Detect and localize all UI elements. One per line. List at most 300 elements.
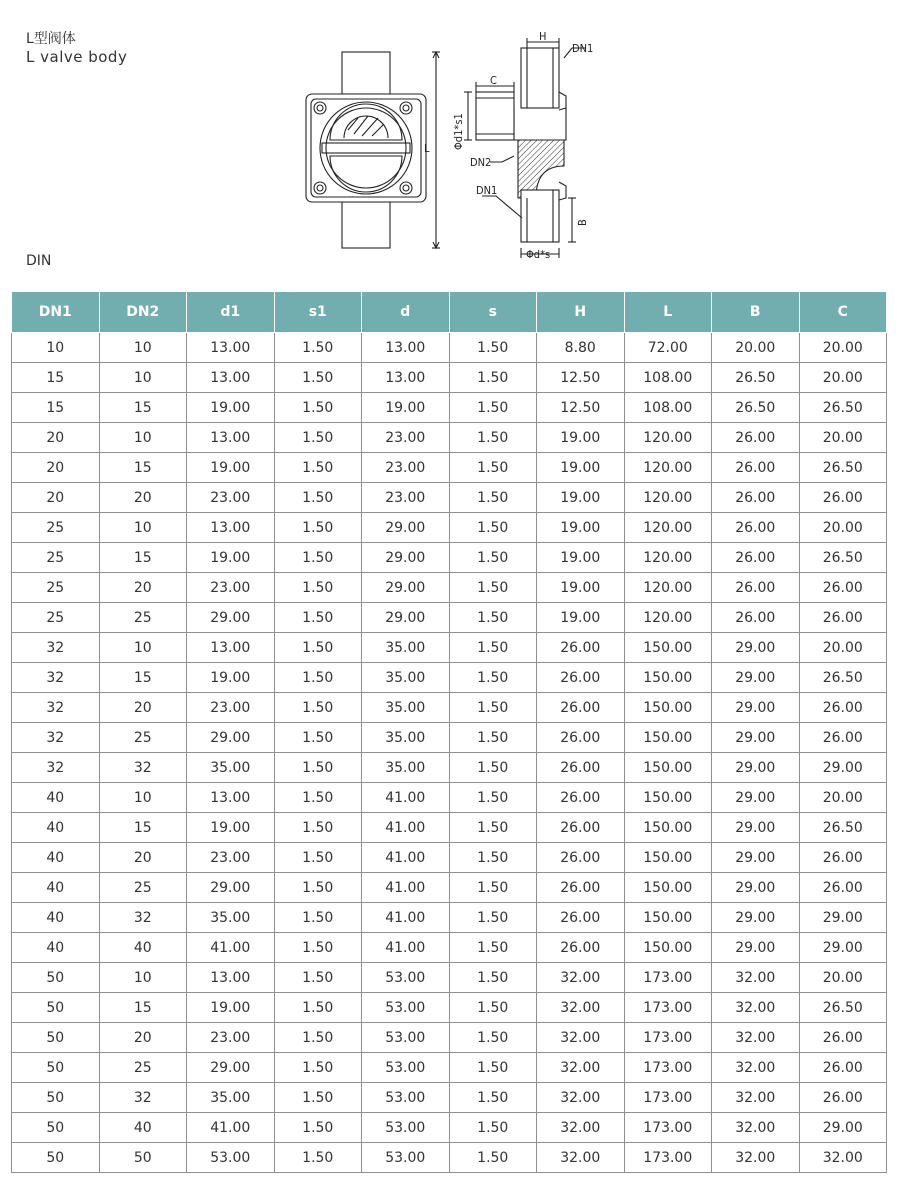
table-cell: 20 [12, 483, 100, 513]
table-cell: 20 [99, 573, 187, 603]
table-cell: 20 [12, 423, 100, 453]
table-cell: 19.00 [537, 543, 625, 573]
table-cell: 1.50 [274, 363, 362, 393]
table-cell: 29.00 [799, 753, 887, 783]
table-cell: 173.00 [624, 993, 712, 1023]
table-cell: 23.00 [187, 573, 275, 603]
table-cell: 1.50 [274, 783, 362, 813]
table-row [12, 903, 887, 933]
table-cell: 53.00 [362, 1023, 450, 1053]
table-cell: 29.00 [712, 933, 800, 963]
table-cell: 13.00 [187, 333, 275, 363]
table-cell: 1.50 [449, 1053, 537, 1083]
table-cell: 40 [99, 933, 187, 963]
table-row [12, 543, 887, 573]
label-DN1-top: DN1 [572, 42, 594, 55]
label-C: C [490, 74, 497, 87]
table-cell: 150.00 [624, 753, 712, 783]
table-cell: 15 [99, 453, 187, 483]
table-cell: 1.50 [449, 513, 537, 543]
table-cell: 35.00 [362, 753, 450, 783]
table-cell: 29.00 [362, 603, 450, 633]
table-cell: 120.00 [624, 543, 712, 573]
table-cell: 1.50 [449, 633, 537, 663]
valve-spec-table [11, 291, 887, 1173]
table-cell: 29.00 [712, 633, 800, 663]
table-cell: 53.00 [362, 1143, 450, 1173]
table-cell: 29.00 [187, 723, 275, 753]
table-cell: 1.50 [274, 813, 362, 843]
table-cell: 41.00 [362, 843, 450, 873]
table-cell: 26.00 [799, 693, 887, 723]
table-cell: 10 [12, 333, 100, 363]
table-cell: 10 [99, 423, 187, 453]
table-cell: 25 [99, 873, 187, 903]
table-cell: 23.00 [362, 423, 450, 453]
table-cell: 26.00 [537, 723, 625, 753]
table-cell: 50 [12, 1053, 100, 1083]
table-cell: 29.00 [187, 1053, 275, 1083]
table-cell: 29.00 [187, 603, 275, 633]
table-cell: 1.50 [449, 483, 537, 513]
table-row [12, 423, 887, 453]
table-cell: 23.00 [187, 483, 275, 513]
table-cell: 32.00 [712, 1023, 800, 1053]
table-cell: 19.00 [187, 993, 275, 1023]
table-cell: 29.00 [712, 843, 800, 873]
table-cell: 26.00 [799, 603, 887, 633]
table-cell: 1.50 [449, 843, 537, 873]
table-cell: 26.00 [799, 873, 887, 903]
table-cell: 1.50 [274, 1143, 362, 1173]
table-row [12, 843, 887, 873]
table-cell: 32 [99, 903, 187, 933]
table-cell: 29.00 [362, 543, 450, 573]
table-cell: 8.80 [537, 333, 625, 363]
table-cell: 19.00 [537, 513, 625, 543]
table-row [12, 783, 887, 813]
table-cell: 26.50 [799, 663, 887, 693]
table-cell: 26.00 [712, 453, 800, 483]
table-cell: 32 [12, 663, 100, 693]
table-cell: 26.50 [712, 393, 800, 423]
table-cell: 26.00 [799, 723, 887, 753]
table-cell: 35.00 [362, 693, 450, 723]
table-cell: 1.50 [274, 333, 362, 363]
table-cell: 25 [12, 513, 100, 543]
table-cell: 19.00 [537, 423, 625, 453]
table-cell: 26.50 [799, 993, 887, 1023]
table-cell: 53.00 [362, 1083, 450, 1113]
table-cell: 50 [12, 1113, 100, 1143]
table-cell: 120.00 [624, 513, 712, 543]
table-row [12, 1113, 887, 1143]
table-cell: 40 [12, 873, 100, 903]
table-row [12, 393, 887, 423]
table-cell: 29.00 [187, 873, 275, 903]
table-cell: 1.50 [274, 1113, 362, 1143]
table-cell: 23.00 [362, 453, 450, 483]
table-cell: 26.50 [799, 393, 887, 423]
table-cell: 10 [99, 633, 187, 663]
table-cell: 1.50 [274, 1053, 362, 1083]
table-cell: 20 [99, 483, 187, 513]
table-cell: 150.00 [624, 723, 712, 753]
table-cell: 1.50 [274, 423, 362, 453]
table-cell: 53.00 [187, 1143, 275, 1173]
table-cell: 26.00 [712, 543, 800, 573]
table-cell: 26.50 [799, 453, 887, 483]
table-cell: 35.00 [187, 753, 275, 783]
table-cell: 150.00 [624, 693, 712, 723]
table-cell: 120.00 [624, 573, 712, 603]
table-cell: 41.00 [362, 783, 450, 813]
label-H: H [539, 30, 547, 43]
table-cell: 26.00 [537, 843, 625, 873]
table-cell: 25 [12, 543, 100, 573]
title-english: L valve body [26, 48, 128, 66]
table-cell: 41.00 [362, 903, 450, 933]
table-cell: 1.50 [274, 1083, 362, 1113]
table-row [12, 753, 887, 783]
table-row [12, 663, 887, 693]
table-cell: 1.50 [449, 873, 537, 903]
table-cell: 26.00 [799, 483, 887, 513]
table-cell: 25 [12, 603, 100, 633]
table-cell: 10 [99, 963, 187, 993]
table-cell: 41.00 [187, 1113, 275, 1143]
table-header [12, 292, 887, 333]
table-cell: 10 [99, 333, 187, 363]
table-row [12, 873, 887, 903]
table-cell: 1.50 [449, 333, 537, 363]
table-cell: 32 [12, 753, 100, 783]
table-cell: 29.00 [712, 873, 800, 903]
table-cell: 1.50 [449, 753, 537, 783]
table-cell: 32.00 [712, 1083, 800, 1113]
table-cell: 20 [99, 843, 187, 873]
table-cell: 1.50 [274, 693, 362, 723]
table-cell: 1.50 [449, 993, 537, 1023]
table-cell: 1.50 [449, 1023, 537, 1053]
table-cell: 32 [12, 693, 100, 723]
table-cell: 1.50 [274, 663, 362, 693]
front-view [306, 52, 440, 248]
table-row [12, 603, 887, 633]
table-cell: 108.00 [624, 393, 712, 423]
table-cell: 150.00 [624, 813, 712, 843]
table-cell: 20.00 [712, 333, 800, 363]
table-cell: 10 [99, 363, 187, 393]
table-cell: 1.50 [449, 543, 537, 573]
table-cell: 40 [12, 933, 100, 963]
table-cell: 19.00 [537, 603, 625, 633]
table-cell: 150.00 [624, 633, 712, 663]
table-row [12, 723, 887, 753]
table-cell: 29.00 [712, 663, 800, 693]
table-cell: 25 [99, 603, 187, 633]
table-cell: 13.00 [187, 633, 275, 663]
table-cell: 1.50 [449, 573, 537, 603]
table-cell: 40 [99, 1113, 187, 1143]
table-row [12, 513, 887, 543]
table-cell: 40 [12, 813, 100, 843]
table-row [12, 1023, 887, 1053]
table-cell: 35.00 [362, 663, 450, 693]
table-cell: 19.00 [187, 663, 275, 693]
table-cell: 72.00 [624, 333, 712, 363]
table-cell: 50 [12, 1083, 100, 1113]
table-cell: 1.50 [274, 543, 362, 573]
table-header-row [12, 292, 887, 333]
table-cell: 50 [99, 1143, 187, 1173]
table-cell: 41.00 [187, 933, 275, 963]
table-cell: 20.00 [799, 633, 887, 663]
table-cell: 13.00 [362, 333, 450, 363]
table-cell: 13.00 [187, 963, 275, 993]
table-cell: 120.00 [624, 483, 712, 513]
table-cell: 53.00 [362, 1053, 450, 1083]
table-cell: 1.50 [274, 753, 362, 783]
table-row [12, 333, 887, 363]
table-cell: 173.00 [624, 1083, 712, 1113]
table-cell: 19.00 [187, 453, 275, 483]
table-cell: 32.00 [537, 1023, 625, 1053]
table-cell: 173.00 [624, 1113, 712, 1143]
table-cell: 20 [12, 453, 100, 483]
table-cell: 150.00 [624, 933, 712, 963]
table-cell: 23.00 [187, 693, 275, 723]
table-row [12, 693, 887, 723]
table-cell: 1.50 [449, 1083, 537, 1113]
table-cell: 20.00 [799, 423, 887, 453]
table-cell: 12.50 [537, 393, 625, 423]
table-cell: 13.00 [187, 513, 275, 543]
table-cell: 150.00 [624, 843, 712, 873]
table-cell: 150.00 [624, 903, 712, 933]
table-cell: 1.50 [274, 633, 362, 663]
table-cell: 29.00 [712, 903, 800, 933]
table-cell: 25 [99, 723, 187, 753]
table-cell: 35.00 [362, 723, 450, 753]
table-cell: 10 [99, 513, 187, 543]
table-cell: 120.00 [624, 603, 712, 633]
table-row [12, 1143, 887, 1173]
table-cell: 1.50 [449, 933, 537, 963]
table-cell: 20.00 [799, 513, 887, 543]
table-cell: 15 [99, 813, 187, 843]
table-cell: 32.00 [712, 1113, 800, 1143]
column-header: s [449, 292, 537, 333]
table-cell: 40 [12, 903, 100, 933]
table-cell: 1.50 [274, 1023, 362, 1053]
table-cell: 1.50 [449, 693, 537, 723]
table-cell: 26.00 [537, 933, 625, 963]
table-cell: 1.50 [449, 663, 537, 693]
table-cell: 29.00 [712, 723, 800, 753]
table-cell: 19.00 [537, 483, 625, 513]
table-cell: 150.00 [624, 783, 712, 813]
table-cell: 32.00 [712, 1143, 800, 1173]
column-header: s1 [274, 292, 362, 333]
table-cell: 173.00 [624, 1143, 712, 1173]
table-cell: 53.00 [362, 1113, 450, 1143]
table-cell: 173.00 [624, 1053, 712, 1083]
table-cell: 19.00 [187, 543, 275, 573]
table-cell: 19.00 [187, 813, 275, 843]
table-cell: 20.00 [799, 363, 887, 393]
table-row [12, 993, 887, 1023]
label-L: L [424, 142, 430, 155]
table-cell: 1.50 [274, 483, 362, 513]
table-cell: 26.00 [537, 903, 625, 933]
table-row [12, 363, 887, 393]
table-cell: 29.00 [712, 693, 800, 723]
label-DN1-bottom: DN1 [476, 184, 498, 197]
table-cell: 25 [99, 1053, 187, 1083]
table-cell: 50 [12, 963, 100, 993]
table-cell: 120.00 [624, 423, 712, 453]
table-cell: 29.00 [799, 933, 887, 963]
table-cell: 13.00 [187, 783, 275, 813]
column-header: L [624, 292, 712, 333]
table-row [12, 483, 887, 513]
table-cell: 32.00 [712, 993, 800, 1023]
table-cell: 1.50 [449, 453, 537, 483]
table-cell: 10 [99, 783, 187, 813]
table-cell: 26.00 [799, 573, 887, 603]
table-cell: 1.50 [274, 393, 362, 423]
table-cell: 1.50 [274, 723, 362, 753]
table-cell: 15 [12, 393, 100, 423]
table-cell: 32 [99, 1083, 187, 1113]
table-cell: 1.50 [274, 843, 362, 873]
table-cell: 15 [99, 543, 187, 573]
table-cell: 1.50 [274, 963, 362, 993]
table-cell: 26.00 [537, 813, 625, 843]
table-cell: 150.00 [624, 873, 712, 903]
table-cell: 50 [12, 993, 100, 1023]
table-cell: 120.00 [624, 453, 712, 483]
label-d1s1: Φd1*s1 [452, 113, 465, 150]
table-cell: 19.00 [187, 393, 275, 423]
label-ds: Φd*s [526, 248, 551, 261]
table-row [12, 933, 887, 963]
table-cell: 29.00 [799, 1113, 887, 1143]
table-cell: 35.00 [362, 633, 450, 663]
table-cell: 32.00 [537, 993, 625, 1023]
table-cell: 26.00 [537, 693, 625, 723]
table-cell: 20 [99, 693, 187, 723]
table-cell: 1.50 [449, 963, 537, 993]
table-cell: 29.00 [362, 513, 450, 543]
table-cell: 32.00 [712, 1053, 800, 1083]
table-cell: 26.00 [799, 1083, 887, 1113]
table-cell: 29.00 [712, 783, 800, 813]
table-cell: 1.50 [449, 393, 537, 423]
table-cell: 15 [99, 663, 187, 693]
table-cell: 20 [99, 1023, 187, 1053]
table-cell: 173.00 [624, 963, 712, 993]
table-cell: 19.00 [537, 573, 625, 603]
label-DN2: DN2 [470, 156, 492, 169]
table-cell: 32 [12, 633, 100, 663]
table-cell: 32.00 [537, 1113, 625, 1143]
table-cell: 15 [12, 363, 100, 393]
table-cell: 20.00 [799, 963, 887, 993]
table-cell: 26.00 [799, 843, 887, 873]
table-cell: 32.00 [799, 1143, 887, 1173]
table-cell: 32 [12, 723, 100, 753]
table-cell: 13.00 [362, 363, 450, 393]
table-cell: 173.00 [624, 1023, 712, 1053]
table-cell: 40 [12, 843, 100, 873]
table-cell: 26.00 [712, 573, 800, 603]
table-cell: 19.00 [362, 393, 450, 423]
table-cell: 29.00 [712, 753, 800, 783]
table-cell: 13.00 [187, 363, 275, 393]
table-row [12, 453, 887, 483]
table-cell: 1.50 [449, 603, 537, 633]
table-cell: 1.50 [274, 903, 362, 933]
title-chinese: L型阀体 [26, 31, 76, 47]
column-header: B [712, 292, 800, 333]
table-row [12, 573, 887, 603]
table-cell: 23.00 [187, 843, 275, 873]
column-header: DN2 [99, 292, 187, 333]
table-cell: 1.50 [449, 783, 537, 813]
title-block [26, 30, 127, 66]
table-cell: 35.00 [187, 903, 275, 933]
table-cell: 23.00 [187, 1023, 275, 1053]
table-cell: 29.00 [799, 903, 887, 933]
table-cell: 15 [99, 393, 187, 423]
table-cell: 1.50 [274, 933, 362, 963]
table-cell: 108.00 [624, 363, 712, 393]
table-cell: 25 [12, 573, 100, 603]
table-cell: 26.00 [799, 1053, 887, 1083]
table-cell: 26.00 [537, 783, 625, 813]
table-cell: 15 [99, 993, 187, 1023]
table-cell: 32.00 [537, 1053, 625, 1083]
table-row [12, 1083, 887, 1113]
table-cell: 20.00 [799, 333, 887, 363]
column-header: d1 [187, 292, 275, 333]
table-cell: 26.00 [712, 423, 800, 453]
table-cell: 1.50 [274, 513, 362, 543]
table-body [12, 333, 887, 1173]
table-cell: 26.50 [799, 813, 887, 843]
table-cell: 1.50 [449, 423, 537, 453]
table-cell: 1.50 [449, 363, 537, 393]
table-cell: 26.00 [537, 873, 625, 903]
table-cell: 1.50 [449, 1143, 537, 1173]
side-view [464, 38, 586, 258]
table-cell: 26.00 [712, 603, 800, 633]
table-row [12, 633, 887, 663]
table-cell: 26.00 [537, 633, 625, 663]
table-cell: 20.00 [799, 783, 887, 813]
table-cell: 1.50 [274, 453, 362, 483]
table-cell: 1.50 [449, 813, 537, 843]
table-row [12, 963, 887, 993]
table-cell: 53.00 [362, 963, 450, 993]
table-cell: 50 [12, 1023, 100, 1053]
table-cell: 1.50 [274, 873, 362, 903]
table-cell: 26.50 [712, 363, 800, 393]
table-cell: 32 [99, 753, 187, 783]
table-cell: 41.00 [362, 813, 450, 843]
